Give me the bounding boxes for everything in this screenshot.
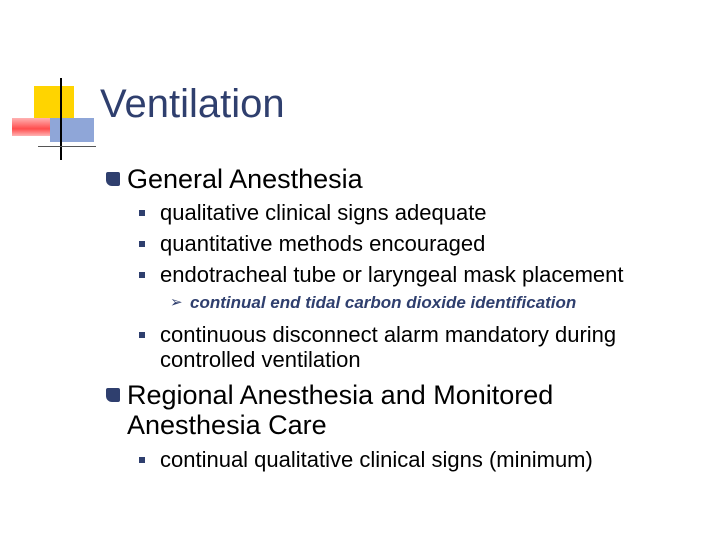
list-item: quantitative methods encouraged [160,231,485,257]
section-regional-anesthesia [127,380,553,411]
small-square-bullet-icon [139,457,145,463]
square-bullet-icon [106,388,120,402]
list-item-continuation: controlled ventilation [160,347,361,372]
arrow-bullet-icon: ➢ [170,294,183,311]
list-item: endotracheal tube or laryngeal mask placement [160,262,624,288]
list-item: continuous disconnect alarm mandatory during [160,322,616,348]
square-bullet-icon [106,172,120,186]
section-heading: General Anesthesia [127,164,363,194]
small-square-bullet-icon [139,332,145,338]
slide-title: Ventilation [100,82,285,126]
section-heading: Regional Anesthesia and Monitored [127,380,554,410]
decor-horizontal-line [38,146,96,147]
small-square-bullet-icon [139,210,145,216]
decor-blue-square [50,118,94,142]
small-square-bullet-icon [139,272,145,278]
section-general-anesthesia [127,164,363,195]
list-item: qualitative clinical signs adequate [160,200,487,226]
section-heading-continuation: Anesthesia Care [127,410,327,440]
small-square-bullet-icon [139,241,145,247]
list-item: continual qualitative clinical signs (minimum) [160,447,593,473]
sub-list-item: ➢ continual end tidal carbon dioxide identification [170,293,577,312]
decor-vertical-line [60,78,62,160]
